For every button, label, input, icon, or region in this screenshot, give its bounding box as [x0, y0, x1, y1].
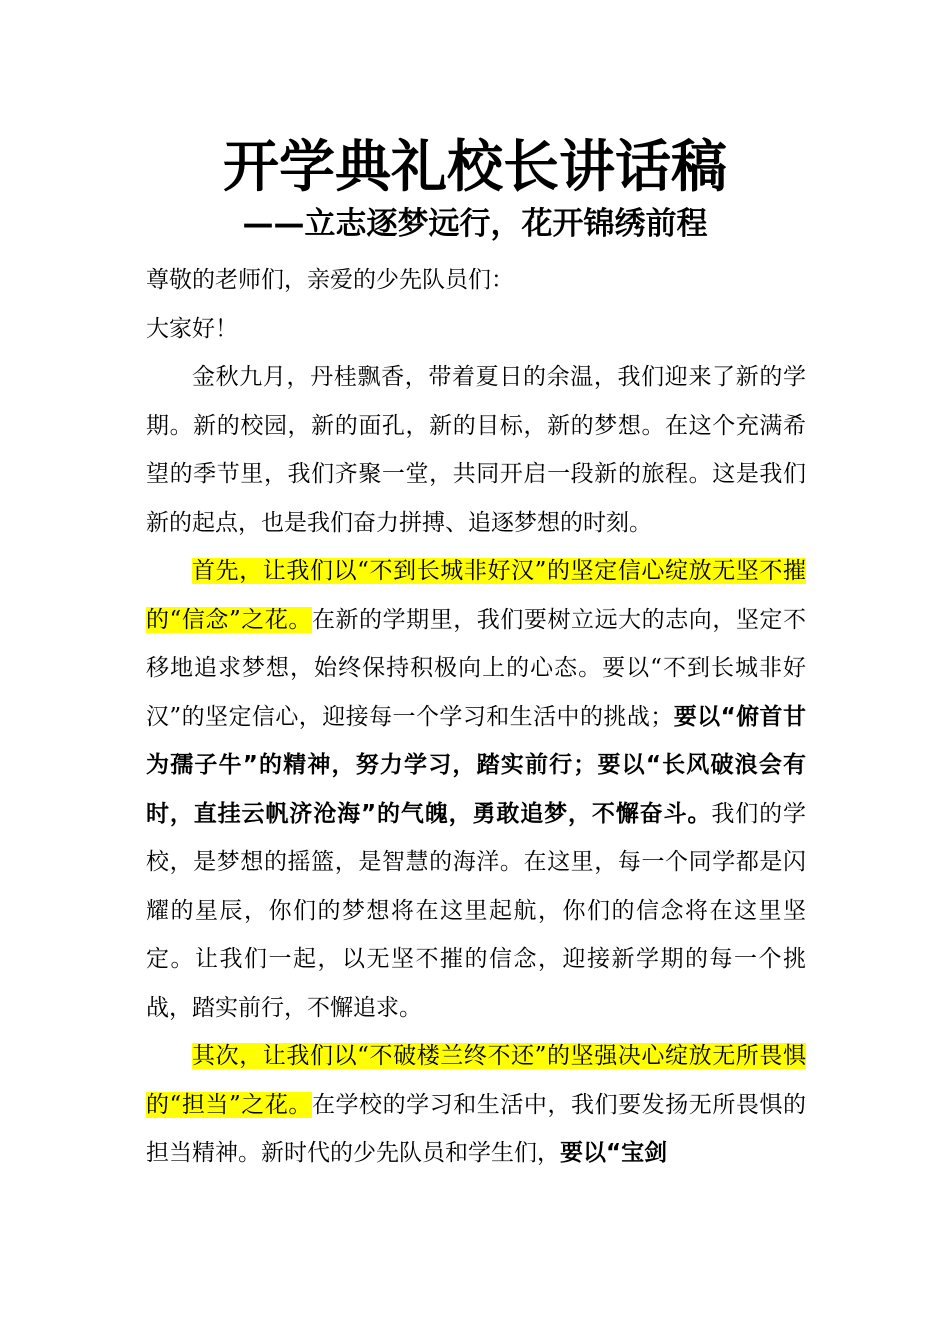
document-subtitle: ——立志逐梦远行，花开锦绣前程 — [242, 206, 708, 242]
paragraph-text: 在学校的学习和生活中，我们要发扬无所畏惧的担当精神。新时代的少先队员和学生们， — [146, 1091, 806, 1166]
paragraph-text: 我们的学校，是梦想的摇篮，是智慧的海洋。在这里，每一个同学都是闪耀的星辰，你们的梦想将在这里起航，你们的信念将在这里坚定。让我们一起，以无坚不摧的信念，迎接新学期的每一个挑战，踏实前行，不懈追求。 — [146, 800, 806, 1021]
document-body — [146, 256, 806, 1178]
bold-text: 要以“宝剑 — [560, 1140, 668, 1166]
paragraph-text: 在新的学期里，我们要树立远大的志向，坚定不移地追求梦想，始终保持积极向上的心态。要以“不到长城非好汉”的坚定信心，迎接每一个学习和生活中的挑战； — [146, 606, 806, 730]
highlighted-heading: 首先，让我们以“不到长城非好汉”的坚定信心绽放无坚不摧的“信念”之花。 — [146, 558, 806, 633]
paragraph-intro: 金秋九月，丹桂飘香，带着夏日的余温，我们迎来了新的学期。新的校园，新的面孔，新的目标，新的梦想。在这个充满希望的季节里，我们齐聚一堂，共同开启一段新的旅程。这是我们新的起点，也是我们奋力拼搏、追逐梦想的时刻。 — [146, 364, 806, 536]
greeting-line: 尊敬的老师们，亲爱的少先队员们： — [146, 267, 514, 293]
bold-text: 要以“俯首甘为孺子牛”的精神，努力学习，踏实前行；要以“长风破浪会有时，直挂云帆济沧海”的气魄，勇敢追梦，不懈奋斗。 — [146, 703, 806, 827]
paragraph-belief — [146, 547, 806, 1032]
paragraph-responsibility — [146, 1032, 806, 1178]
document-title: 开学典礼校长讲话稿 — [223, 135, 727, 200]
hello-line: 大家好！ — [146, 315, 238, 342]
highlighted-heading: 其次，让我们以“不破楼兰终不还”的坚强决心绽放无所畏惧的“担当”之花。 — [146, 1043, 806, 1118]
